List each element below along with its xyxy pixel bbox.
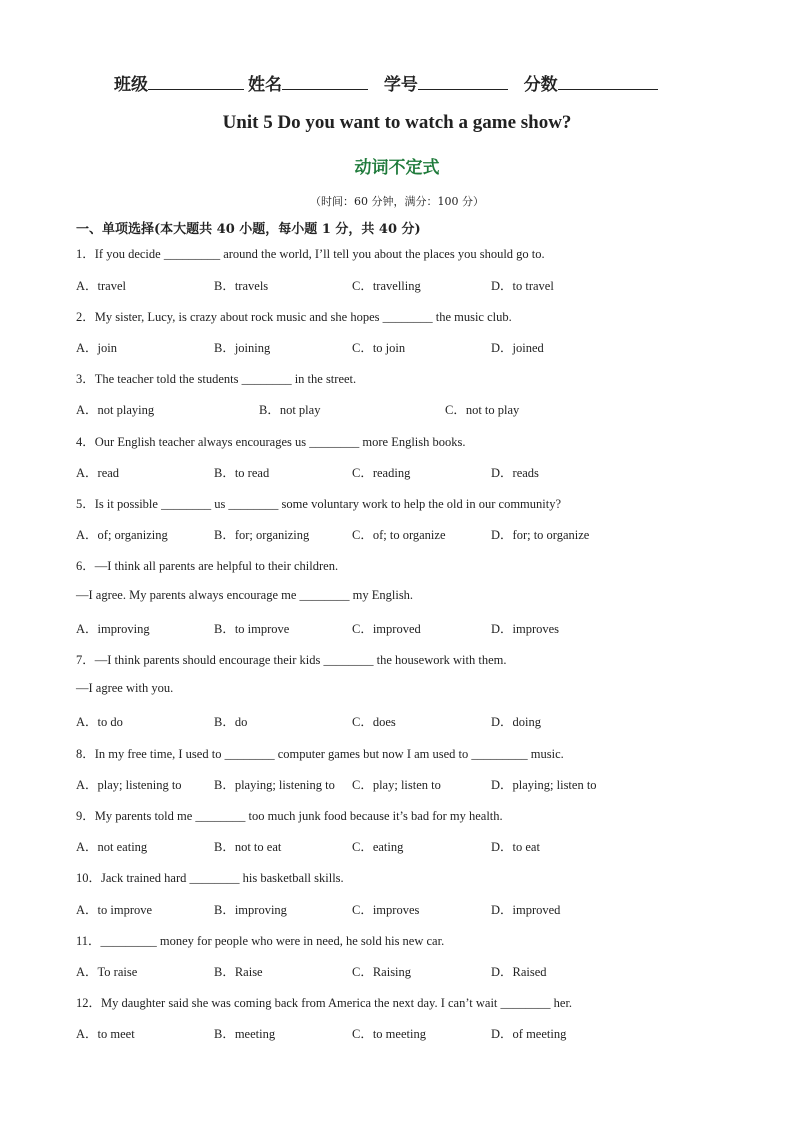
option-a: A．to meet [76, 1027, 135, 1041]
option-d: D．Raised [491, 965, 547, 979]
option-d: D．reads [491, 466, 539, 480]
question-stem: 9．My parents told me ________ too much junk food because it’s bad for my health. [76, 809, 503, 823]
option-c: C．improves [352, 903, 420, 917]
option-c: C．improved [352, 622, 421, 636]
option-b: B．not to eat [214, 840, 282, 854]
option-d: D．for; to organize [491, 528, 590, 542]
question-stem: 7．—I think parents should encourage their kids ________ the housework with them. [76, 653, 507, 667]
option-c: C．reading [352, 466, 411, 480]
option-c: C．Raising [352, 965, 412, 979]
option-b: B．joining [214, 341, 271, 355]
option-a: A．to do [76, 715, 123, 729]
question-dialogue-reply: —I agree. My parents always encourage me ________ my English. [76, 588, 414, 602]
time-note: （时间：60 分钟，满分：100 分） [310, 195, 484, 208]
option-c: C．eating [352, 840, 404, 854]
option-b: B．not play [259, 403, 321, 417]
id-label: 学号 [383, 75, 418, 95]
question-stem: 12．My daughter said she was coming back from America the next day. I can’t wait ________ her. [76, 996, 573, 1010]
option-c: C．play; listen to [352, 778, 441, 792]
option-d: D．joined [491, 341, 544, 355]
option-b: B．to read [214, 466, 270, 480]
option-b: B．playing; listening to [214, 778, 335, 792]
option-d: D．playing; listen to [491, 778, 597, 792]
option-d: D．of meeting [491, 1027, 567, 1041]
question-dialogue-reply: —I agree with you. [76, 681, 174, 695]
option-a: A．to improve [76, 903, 153, 917]
question-stem: 2．My sister, Lucy, is crazy about rock music and she hopes ________ the music club. [76, 310, 512, 324]
option-a: A．read [76, 466, 120, 480]
question-stem: 1．If you decide _________ around the world, I’ll tell you about the places you should go to. [76, 247, 545, 261]
option-c: C．to meeting [352, 1027, 426, 1041]
section-title: 一、单项选择(本大题共 40 小题，每小题 1 分，共 40 分) [76, 222, 421, 237]
score-blank [558, 75, 658, 90]
option-a: A．travel [76, 279, 126, 293]
option-b: B．for; organizing [214, 528, 310, 542]
unit-title: Unit 5 Do you want to watch a game show? [222, 112, 572, 133]
score-label: 分数 [523, 75, 558, 95]
question-stem: 3．The teacher told the students ________ in the street. [76, 372, 357, 386]
option-c: C．of; to organize [352, 528, 446, 542]
option-b: B．meeting [214, 1027, 276, 1041]
option-c: C．to join [352, 341, 406, 355]
option-a: A．of; organizing [76, 528, 168, 542]
option-c: C．not to play [445, 403, 520, 417]
option-a: A．play; listening to [76, 778, 182, 792]
question-stem: 5．Is it possible ________ us ________ some voluntary work to help the old in our community? [76, 497, 562, 511]
option-d: D．improves [491, 622, 560, 636]
class-label: 班级 [114, 75, 148, 95]
option-a: A．join [76, 341, 117, 355]
option-b: B．to improve [214, 622, 290, 636]
option-b: B．travels [214, 279, 269, 293]
question-stem: 10．Jack trained hard ________ his basketball skills. [76, 871, 344, 885]
option-a: A．To raise [76, 965, 138, 979]
question-stem: 11．_________ money for people who were in need, he sold his new car. [76, 934, 445, 948]
option-d: D．to travel [491, 279, 554, 293]
option-d: D．improved [491, 903, 561, 917]
option-b: B．Raise [214, 965, 263, 979]
name-blank [282, 75, 368, 90]
option-b: B．improving [214, 903, 287, 917]
topic-subtitle: 动词不定式 [354, 158, 440, 178]
student-info-header [114, 70, 662, 95]
option-a: A．not eating [76, 840, 148, 854]
option-d: D．to eat [491, 840, 540, 854]
option-c: C．does [352, 715, 396, 729]
option-a: A．not playing [76, 403, 155, 417]
option-d: D．doing [491, 715, 542, 729]
option-b: B．do [214, 715, 248, 729]
name-label: 姓名 [248, 75, 282, 95]
option-a: A．improving [76, 622, 150, 636]
question-stem: 8．In my free time, I used to ________ computer games but now I am used to _________ music. [76, 747, 564, 761]
question-stem: 6．—I think all parents are helpful to their children. [76, 559, 339, 573]
option-c: C．travelling [352, 279, 421, 293]
id-blank [418, 75, 508, 90]
question-stem: 4．Our English teacher always encourages us ________ more English books. [76, 435, 466, 449]
class-blank [148, 75, 244, 90]
